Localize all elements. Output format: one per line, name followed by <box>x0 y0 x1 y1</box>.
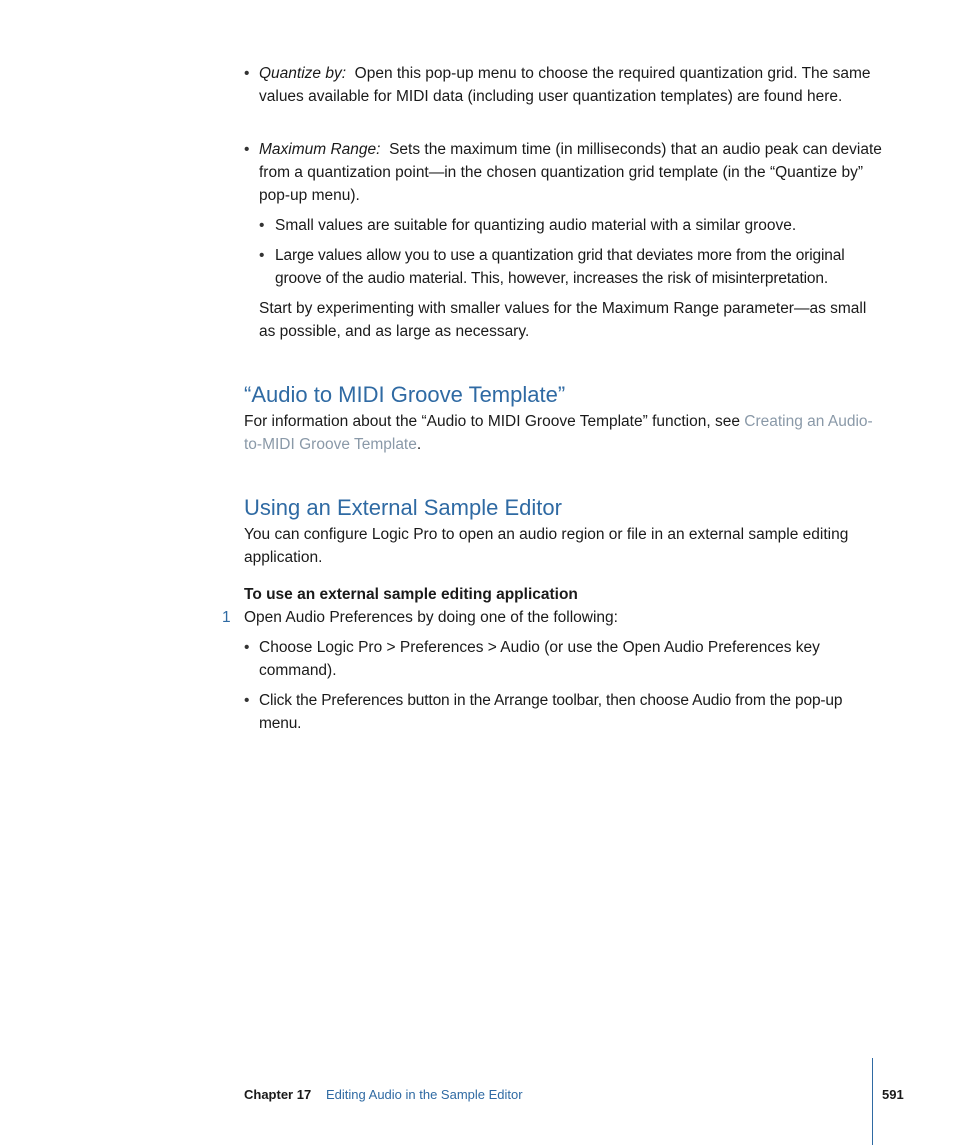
step-bullet-item: Choose Logic Pro > Preferences > Audio (or use the Open Audio Preferences key command). <box>259 639 820 679</box>
section-intro-paragraph: You can configure Logic Pro to open an audio region or file in an external sample editing application. <box>244 526 849 566</box>
step-bullet-item: Click the Preferences button in the Arrange toolbar, then choose Audio from the pop-up menu. <box>259 692 843 732</box>
bullet-item-quantize-by <box>259 62 884 108</box>
bullet-marker: • <box>244 65 250 82</box>
bullet-text: Sets the maximum time (in milliseconds) that an audio peak can deviate from a quantization point—in the chosen quantization grid template (in the “Quantize by” pop-up menu). <box>259 141 882 204</box>
footer-divider <box>872 1058 873 1145</box>
bullet-term: Maximum Range: <box>259 141 381 158</box>
step-number: 1 <box>222 609 231 626</box>
bullet-marker: • <box>244 692 250 709</box>
sub-bullet-marker: • <box>259 247 265 264</box>
sub-bullet-item: Large values allow you to use a quantization grid that deviates more from the original groove of the audio material. This, however, increases the risk of misinterpretation. <box>275 247 845 287</box>
footer-chapter-title: Editing Audio in the Sample Editor <box>326 1087 523 1102</box>
range-note: Start by experimenting with smaller values for the Maximum Range parameter—as small as possible, and as large as necessary. <box>259 300 867 340</box>
footer-page-number: 591 <box>882 1087 904 1102</box>
paragraph-text: For information about the “Audio to MIDI Groove Template” function, see <box>244 413 745 430</box>
bullet-marker: • <box>244 639 250 656</box>
bullet-term: Quantize by: <box>259 65 347 82</box>
task-title: To use an external sample editing application <box>244 586 578 603</box>
bullet-item-maximum-range <box>259 138 884 207</box>
sub-bullet-item: Small values are suitable for quantizing audio material with a similar groove. <box>275 217 797 234</box>
section-heading-external-editor: Using an External Sample Editor <box>244 495 562 520</box>
section-heading-groove-template: “Audio to MIDI Groove Template” <box>244 382 566 407</box>
step-text: Open Audio Preferences by doing one of the following: <box>244 609 618 626</box>
footer-chapter-label: Chapter 17 <box>244 1087 312 1102</box>
section-groove-paragraph <box>244 410 874 456</box>
groove-template-link[interactable]: Creating an Audio-to-MIDI Groove Template <box>244 413 873 453</box>
paragraph-text-end: . <box>416 436 422 453</box>
bullet-text: Open this pop-up menu to choose the required quantization grid. The same values available for MIDI data (including user quantization templates) are found here. <box>259 65 871 105</box>
sub-bullet-marker: • <box>259 217 265 234</box>
bullet-marker: • <box>244 141 250 158</box>
